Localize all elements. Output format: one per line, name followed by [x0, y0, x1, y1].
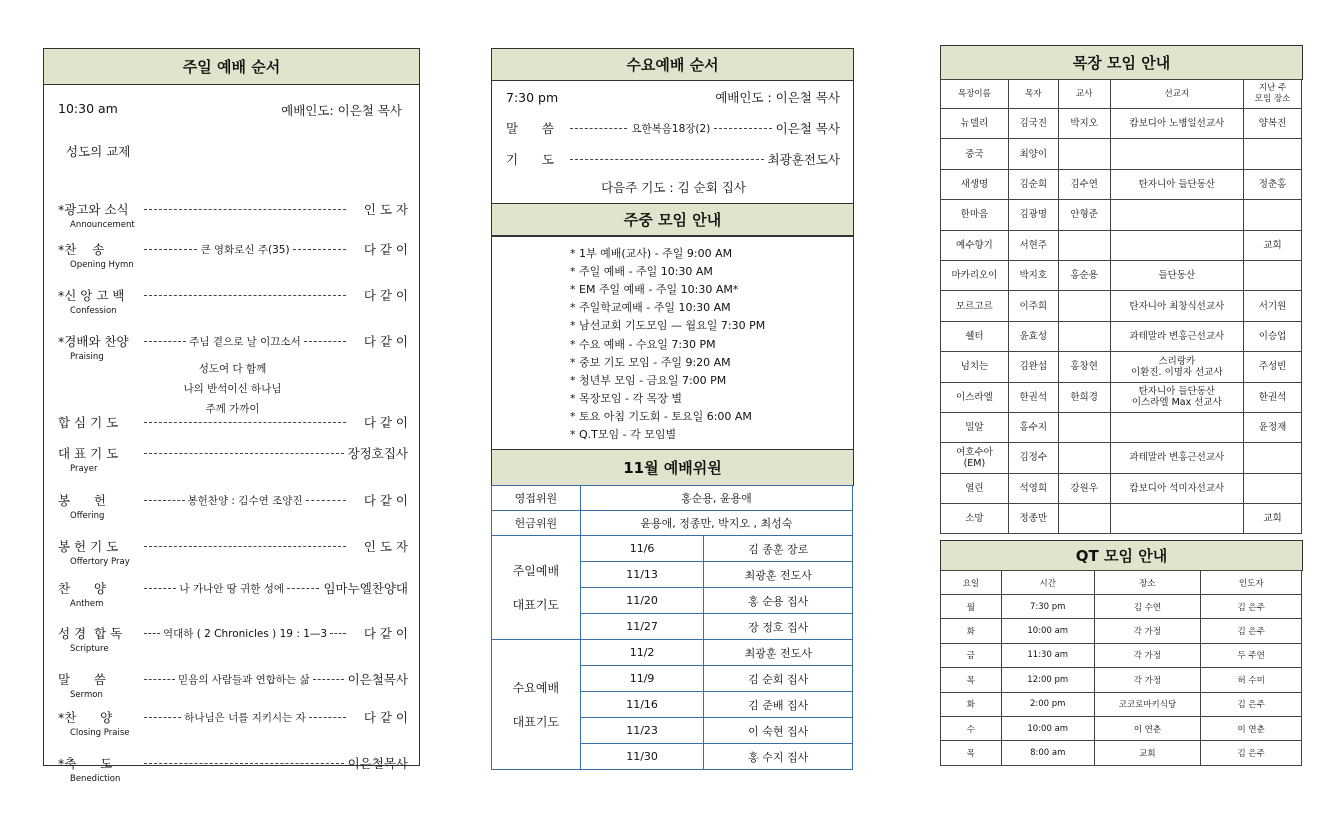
- mokjang-cell: 과테말라 변홍근선교사: [1110, 443, 1244, 473]
- prayer-date: 11/27: [580, 614, 704, 640]
- praise-song-2: 나의 반석이신 하나님: [183, 383, 282, 395]
- prayer-name: 김 순회 집사: [704, 666, 853, 692]
- committee-title: 11월 예배위원: [491, 449, 854, 486]
- order-item-label: *축 도: [58, 756, 113, 771]
- mokjang-cell: 이스라엘: [941, 382, 1009, 412]
- qt-cell: 김 수연: [1094, 595, 1201, 619]
- mokjang-row: [941, 230, 1302, 260]
- prayer-group-label-1: 수요예배: [512, 680, 560, 695]
- mokjang-cell: 탄자니아 들단동산: [1110, 169, 1244, 199]
- order-item: [58, 754, 408, 784]
- order-item-person: 인 도 자: [363, 202, 408, 217]
- prayer-row: [492, 536, 853, 562]
- order-item-row: [58, 491, 408, 509]
- mokjang-cell: 이주희: [1008, 291, 1058, 321]
- order-item-row: [58, 624, 408, 642]
- mokjang-cell: 최양이: [1008, 139, 1058, 169]
- order-item-row: [58, 240, 408, 258]
- prayer-name: 이 숙현 집사: [704, 718, 853, 744]
- order-item-detail: [144, 334, 346, 349]
- weekly-item: * 중보 기도 모임 - 주일 9:20 AM: [570, 355, 731, 369]
- order-item-english: Closing Praise: [70, 728, 130, 738]
- mokjang-header-cell: 선교지: [1110, 80, 1244, 109]
- prayer-group-label-1: 주일예배: [512, 563, 560, 578]
- mokjang-cell: 열린: [941, 473, 1009, 503]
- order-item-row: [58, 537, 408, 555]
- ushers-label: 영접위원: [492, 486, 581, 511]
- order-item-label: 찬 양: [58, 581, 106, 596]
- qt-header-row: [941, 571, 1302, 595]
- order-item-detail-text: 나 가나안 땅 귀한 성에: [179, 582, 285, 595]
- order-item-row: [58, 444, 408, 462]
- order-item-person: 다 같 이: [363, 334, 408, 349]
- order-item: [58, 286, 408, 316]
- mokjang-cell: [1244, 139, 1302, 169]
- mokjang-cell: 서기원: [1244, 291, 1302, 321]
- qt-cell: 12:00 pm: [1001, 668, 1094, 692]
- mokjang-header-cell: 목장이름: [941, 80, 1009, 109]
- weekly-item: * 청년부 모임 - 금요일 7:00 PM: [570, 373, 727, 387]
- mokjang-cell: 박지호: [1008, 260, 1058, 290]
- mokjang-header-row: [941, 80, 1302, 109]
- mokjang-cell: [1244, 260, 1302, 290]
- weekly-item: * EM 주일 예배 - 주일 10:30 AM*: [570, 283, 739, 297]
- prayer-name: 김 종훈 장로: [704, 536, 853, 562]
- prayer-group-label-2: 대표기도: [512, 714, 560, 729]
- prayer-date: 11/2: [580, 640, 704, 666]
- order-item-label: 대 표 기 도: [58, 446, 119, 461]
- mokjang-row: [941, 412, 1302, 442]
- order-item: [58, 579, 408, 609]
- qt-cell: 월: [941, 595, 1002, 619]
- fellowship-label: 성도의 교제: [66, 144, 131, 159]
- mokjang-cell: 예수향기: [941, 230, 1009, 260]
- order-item-english: Benediction: [70, 774, 121, 784]
- mokjang-row: [941, 504, 1302, 534]
- mokjang-cell: 박지오: [1058, 109, 1110, 139]
- prayer-name: 최광훈 전도사: [704, 562, 853, 588]
- order-item-person: 다 같 이: [363, 493, 408, 508]
- prayer-name: 홍 순용 집사: [704, 588, 853, 614]
- mokjang-row: [941, 382, 1302, 412]
- order-item-detail: [144, 763, 344, 764]
- order-item: [58, 491, 408, 521]
- qt-cell: 금: [941, 643, 1002, 667]
- qt-cell: 코코로마키식당: [1094, 692, 1201, 716]
- qt-row: [941, 595, 1302, 619]
- order-item-label: 성 경 합 독: [58, 626, 123, 641]
- mokjang-cell: [1244, 473, 1302, 503]
- mokjang-cell: 주성빈: [1244, 352, 1302, 382]
- mokjang-cell: 마카리오이: [941, 260, 1009, 290]
- order-item-row: [58, 286, 408, 304]
- order-item-english: Opening Hymn: [70, 260, 134, 270]
- wednesday-title: 수요예배 순서: [491, 48, 854, 81]
- prayer-name: 김 준배 집사: [704, 692, 853, 718]
- wednesday-sermon-row: [506, 119, 840, 137]
- middle-panel: [491, 48, 854, 770]
- order-item-person: 임마누엘찬양대: [323, 581, 408, 596]
- order-item-detail: [144, 546, 346, 547]
- mokjang-cell: 김완섭: [1008, 352, 1058, 382]
- prayer-date: 11/16: [580, 692, 704, 718]
- prayer-name: 홍 수지 집사: [704, 744, 853, 770]
- mokjang-cell: 교회: [1244, 504, 1302, 534]
- mokjang-cell: 과테말라 변홍근선교사: [1110, 321, 1244, 351]
- qt-cell: 허 수미: [1201, 668, 1302, 692]
- order-item-label: *찬 양: [58, 710, 113, 725]
- sunday-leader: 예배인도: 이은철 목사: [281, 103, 402, 118]
- weekly-item: * Q.T모임 - 각 모임별: [570, 428, 677, 441]
- wednesday-sermon-who: 이은철 목사: [775, 121, 840, 136]
- mokjang-cell: 윤정재: [1244, 412, 1302, 442]
- mokjang-cell: 한마음: [941, 200, 1009, 230]
- qt-cell: 각 가정: [1094, 619, 1201, 643]
- mokjang-row: [941, 352, 1302, 382]
- order-item-english: Praising: [70, 352, 104, 362]
- qt-cell: 10:00 am: [1001, 619, 1094, 643]
- order-item-label: *경배와 찬양: [58, 334, 129, 349]
- order-item: [58, 200, 408, 230]
- mokjang-cell: [1244, 200, 1302, 230]
- sunday-prayer-rows: [492, 536, 853, 640]
- mokjang-cell: 탄자니아 들단동산 이스라엘 Max 선교사: [1110, 382, 1244, 412]
- wednesday-time-row: [506, 88, 840, 106]
- qt-cell: 2:00 pm: [1001, 692, 1094, 716]
- qt-cell: 이 연춘: [1094, 716, 1201, 740]
- qt-row: [941, 619, 1302, 643]
- order-item-english: Offering: [70, 511, 105, 521]
- order-item: [58, 624, 408, 654]
- prayer-date: 11/23: [580, 718, 704, 744]
- order-item-label: *광고와 소식: [58, 202, 129, 217]
- prayer-date: 11/6: [580, 536, 704, 562]
- mokjang-cell: 쉘터: [941, 321, 1009, 351]
- mokjang-cell: [1110, 230, 1244, 260]
- mokjang-cell: 강원우: [1058, 473, 1110, 503]
- prayer-group-label-2: 대표기도: [512, 597, 560, 612]
- weekly-item: * 토요 아침 기도회 - 토요일 6:00 AM: [570, 409, 752, 423]
- mokjang-cell: 윤효성: [1008, 321, 1058, 351]
- mokjang-cell: [1058, 291, 1110, 321]
- qt-cell: 8:00 am: [1001, 741, 1094, 765]
- committee-row: [492, 486, 853, 511]
- order-item: [58, 537, 408, 567]
- order-item-label: 봉 헌: [58, 493, 106, 508]
- wednesday-leader: 예배인도 : 이은철 목사: [715, 90, 840, 105]
- qt-header-cell: 장소: [1094, 571, 1201, 595]
- order-item-row: [58, 708, 408, 726]
- mokjang-cell: [1058, 321, 1110, 351]
- qt-cell: 화: [941, 619, 1002, 643]
- mokjang-cell: 뉴델리: [941, 109, 1009, 139]
- weekly-item: * 주일 예배 - 주일 10:30 AM: [570, 265, 713, 279]
- order-item: [58, 670, 408, 700]
- order-item-person: 다 같 이: [363, 242, 408, 257]
- offering-label: 헌금위원: [492, 511, 581, 536]
- mokjang-cell: 홍수지: [1008, 412, 1058, 442]
- order-item-detail: [144, 242, 346, 257]
- order-item-detail: [144, 581, 319, 596]
- wednesday-prayer-who: 최광훈전도사: [767, 152, 840, 167]
- offering-names: 윤용애, 정종만, 박지오 , 최성숙: [580, 511, 852, 536]
- order-item-label: 봉 헌 기 도: [58, 539, 119, 554]
- mokjang-cell: 한희경: [1058, 382, 1110, 412]
- order-item-detail-text: 주님 곁으로 날 이끄소서: [189, 335, 301, 348]
- mokjang-cell: 홍창현: [1058, 352, 1110, 382]
- qt-cell: 김 은주: [1201, 619, 1302, 643]
- weekly-item: * 목장모임 - 각 목장 별: [570, 391, 682, 405]
- qt-row: [941, 643, 1302, 667]
- order-item-label: 합 심 기 도: [58, 415, 119, 430]
- qt-cell: 각 가정: [1094, 668, 1201, 692]
- qt-header-cell: 인도자: [1201, 571, 1302, 595]
- order-item-person: 인 도 자: [363, 539, 408, 554]
- qt-table: [940, 570, 1302, 766]
- mokjang-cell: 정종만: [1008, 504, 1058, 534]
- qt-cell: 10:00 am: [1001, 716, 1094, 740]
- order-item-detail: [144, 422, 346, 423]
- mokjang-cell: 한권석: [1244, 382, 1302, 412]
- order-item-english: Announcement: [70, 220, 135, 230]
- mokjang-cell: [1058, 504, 1110, 534]
- mokjang-cell: [1244, 443, 1302, 473]
- mokjang-cell: 김순희: [1008, 169, 1058, 199]
- order-item: [58, 332, 408, 362]
- weekly-item: * 주일학교예배 - 주일 10:30 AM: [570, 301, 731, 315]
- mokjang-cell: [1110, 504, 1244, 534]
- order-item-person: 다 같 이: [363, 415, 408, 430]
- wednesday-prayer-row: [506, 150, 840, 168]
- wednesday-sermon-label: 말 씀: [506, 121, 554, 136]
- qt-cell: 7:30 pm: [1001, 595, 1094, 619]
- mokjang-row: [941, 443, 1302, 473]
- sunday-worship-panel: [43, 48, 420, 784]
- order-item-detail: [144, 209, 346, 210]
- qt-cell: 수: [941, 716, 1002, 740]
- prayer-name: 최광훈 전도사: [704, 640, 853, 666]
- mokjang-cell: 양복진: [1244, 109, 1302, 139]
- mokjang-cell: 정춘홍: [1244, 169, 1302, 199]
- mokjang-row: [941, 200, 1302, 230]
- qt-cell: 김 은주: [1201, 741, 1302, 765]
- order-item-label: *신 앙 고 백: [58, 288, 125, 303]
- qt-cell: 교회: [1094, 741, 1201, 765]
- prayer-date: 11/30: [580, 744, 704, 770]
- qt-cell: 이 연춘: [1201, 716, 1302, 740]
- order-item: [58, 708, 408, 738]
- mokjang-cell: 소망: [941, 504, 1009, 534]
- qt-header-cell: 요일: [941, 571, 1002, 595]
- praise-song-1: 성도여 다 함께: [198, 363, 267, 375]
- prayer-group-label: [492, 640, 581, 770]
- qt-row: [941, 741, 1302, 765]
- mokjang-cell: [1058, 139, 1110, 169]
- mokjang-cell: 새생명: [941, 169, 1009, 199]
- weekly-box: [491, 236, 854, 450]
- order-item-label: *찬 송: [58, 242, 105, 257]
- order-item-row: [58, 754, 408, 772]
- qt-row: [941, 716, 1302, 740]
- order-item-row: [58, 200, 408, 218]
- mokjang-cell: [1110, 139, 1244, 169]
- order-item-row: [58, 332, 408, 350]
- mokjang-cell: 김광명: [1008, 200, 1058, 230]
- order-item-person: 장정호집사: [347, 446, 408, 461]
- mokjang-row: [941, 139, 1302, 169]
- wednesday-sermon-text: 요한복음18장(2): [631, 122, 711, 135]
- mokjang-cell: [1110, 412, 1244, 442]
- prayer-name: 장 정호 집사: [704, 614, 853, 640]
- mokjang-cell: 캄보디아 석미자선교사: [1110, 473, 1244, 503]
- mokjang-title: 목장 모임 안내: [940, 45, 1303, 80]
- mokjang-header-cell: 교사: [1058, 80, 1110, 109]
- mokjang-row: [941, 169, 1302, 199]
- order-item-english: Scripture: [70, 644, 109, 654]
- wednesday-box: [491, 80, 854, 204]
- qt-cell: 목: [941, 741, 1002, 765]
- wednesday-time: 7:30 pm: [506, 89, 559, 105]
- order-item-english: Prayer: [70, 464, 98, 474]
- mokjang-row: [941, 473, 1302, 503]
- prayer-date: 11/13: [580, 562, 704, 588]
- weekly-item: * 남선교회 기도모임 — 월요일 7:30 PM: [570, 319, 766, 333]
- order-item-detail: [144, 672, 344, 687]
- mokjang-cell: 캄보디아 노병일선교사: [1110, 109, 1244, 139]
- mokjang-cell: 김수연: [1058, 169, 1110, 199]
- order-item-label: 말 씀: [58, 672, 106, 687]
- order-item-row: [58, 579, 408, 597]
- order-item-person: 다 같 이: [363, 626, 408, 641]
- mokjang-cell: 이승업: [1244, 321, 1302, 351]
- weekly-item: * 수요 예배 - 수요일 7:30 PM: [570, 337, 716, 351]
- order-item-detail: [144, 295, 346, 296]
- order-item-person: 다 같 이: [363, 288, 408, 303]
- mokjang-cell: 교회: [1244, 230, 1302, 260]
- qt-row: [941, 668, 1302, 692]
- order-item-detail: [144, 710, 346, 725]
- prayer-date: 11/20: [580, 588, 704, 614]
- qt-cell: 목: [941, 668, 1002, 692]
- order-item-english: Confession: [70, 306, 117, 316]
- qt-cell: 각 가정: [1094, 643, 1201, 667]
- mokjang-cell: 김국진: [1008, 109, 1058, 139]
- order-item-person: 이은철목사: [347, 672, 408, 687]
- mokjang-row: [941, 109, 1302, 139]
- order-item-detail-text: 큰 영화로신 주(35): [200, 243, 290, 256]
- mokjang-row: [941, 321, 1302, 351]
- mokjang-row: [941, 260, 1302, 290]
- wednesday-prayer-rows: [492, 640, 853, 770]
- mokjang-cell: 안형준: [1058, 200, 1110, 230]
- mokjang-cell: [1058, 412, 1110, 442]
- sunday-worship-title: 주일 예배 순서: [43, 48, 420, 85]
- mokjang-cell: 한권석: [1008, 382, 1058, 412]
- mokjang-cell: 넘치는: [941, 352, 1009, 382]
- order-item-detail-text: 역대하 ( 2 Chronicles ) 19 : 1—3: [162, 627, 328, 640]
- qt-row: [941, 692, 1302, 716]
- weekly-item: * 1부 예배(교사) - 주일 9:00 AM: [570, 247, 733, 260]
- mokjang-cell: 여호수아 (EM): [941, 443, 1009, 473]
- mokjang-cell: 밀알: [941, 412, 1009, 442]
- mokjang-cell: 석영희: [1008, 473, 1058, 503]
- sunday-time: 10:30 am: [58, 101, 118, 116]
- order-item-person: 이은철목사: [347, 756, 408, 771]
- order-item-detail-text: 믿음의 사람들과 연합하는 삶: [177, 673, 310, 686]
- mokjang-cell: [1058, 230, 1110, 260]
- praise-song-3: 주께 가까이: [205, 403, 260, 415]
- mokjang-cell: 스리랑카 이환진. 이명자 선교사: [1110, 352, 1244, 382]
- order-item-detail-text: 봉헌찬양 : 김수연 조양진: [187, 494, 303, 507]
- order-item-english: Offertory Pray: [70, 557, 130, 567]
- order-item-detail: [144, 626, 346, 641]
- mokjang-header-cell: 지난 주 모임 장소: [1244, 80, 1302, 109]
- mokjang-table: [940, 79, 1302, 534]
- wednesday-prayer-label: 기 도: [506, 152, 554, 167]
- next-prayer: 다음주 기도 : 김 순회 집사: [601, 180, 746, 195]
- qt-title: QT 모임 안내: [940, 540, 1303, 571]
- sunday-worship-body: [43, 84, 420, 784]
- mokjang-cell: [1058, 443, 1110, 473]
- mokjang-cell: [1110, 200, 1244, 230]
- order-item: [58, 240, 408, 270]
- sunday-time-row: [58, 101, 408, 116]
- qt-cell: 화: [941, 692, 1002, 716]
- mokjang-cell: 서현주: [1008, 230, 1058, 260]
- qt-header-cell: 시간: [1001, 571, 1094, 595]
- qt-cell: 11:30 am: [1001, 643, 1094, 667]
- right-panel: [940, 45, 1303, 767]
- prayer-date: 11/9: [580, 666, 704, 692]
- order-item-person: 다 같 이: [363, 710, 408, 725]
- order-item: [58, 444, 408, 474]
- prayer-row: [492, 640, 853, 666]
- mokjang-cell: 모르고르: [941, 291, 1009, 321]
- qt-cell: 김 은주: [1201, 692, 1302, 716]
- order-item-row: [58, 670, 408, 688]
- prayer-group-label: [492, 536, 581, 640]
- mokjang-cell: 중국: [941, 139, 1009, 169]
- order-item-detail: [144, 453, 344, 454]
- mokjang-header-cell: 목자: [1008, 80, 1058, 109]
- mokjang-cell: 홍순용: [1058, 260, 1110, 290]
- mokjang-cell: 들단동산: [1110, 260, 1244, 290]
- mokjang-cell: 김정수: [1008, 443, 1058, 473]
- qt-cell: 두 주연: [1201, 643, 1302, 667]
- mokjang-cell: 탄자니아 최창식선교사: [1110, 291, 1244, 321]
- order-item-detail: [144, 493, 346, 508]
- order-item: [58, 413, 408, 443]
- ushers-names: 홍순용, 윤용애: [580, 486, 852, 511]
- committee-table: [491, 485, 853, 770]
- order-item-english: Anthem: [70, 599, 104, 609]
- weekly-title: 주중 모임 안내: [491, 203, 854, 236]
- mokjang-row: [941, 291, 1302, 321]
- order-item-english: Sermon: [70, 690, 103, 700]
- committee-row: [492, 511, 853, 536]
- qt-cell: 김 은주: [1201, 595, 1302, 619]
- order-item-detail-text: 하나님은 너를 지키시는 자: [184, 711, 306, 724]
